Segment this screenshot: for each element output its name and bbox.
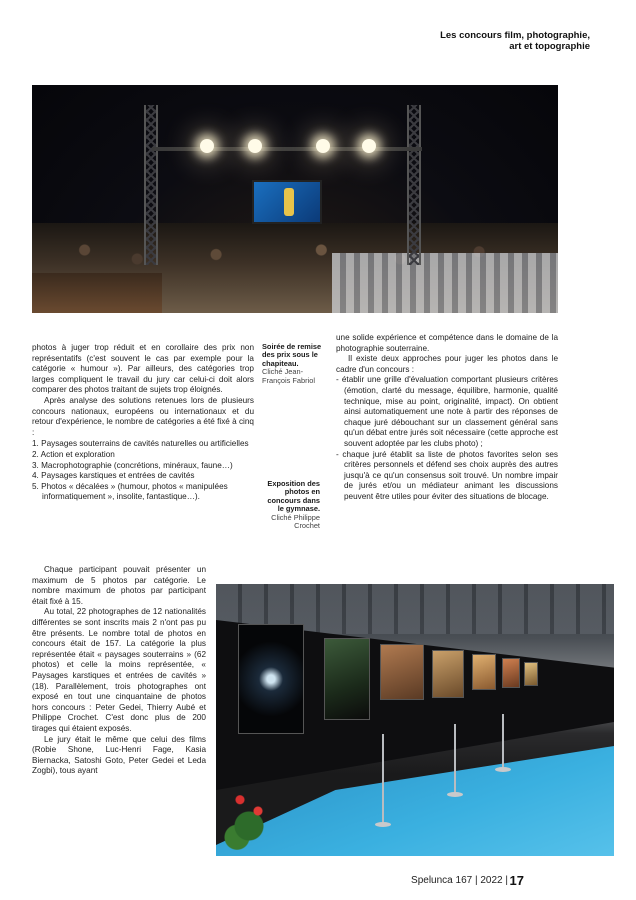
list-item: - établir une grille d'évaluation comportant plusieurs critères (émotion, clarté du message, équilibre, harmonie, qualité technique, mise au point, originalité, impact). On obtient ainsi automatiquement une note à partir des réponses de chaque juré débouchant sur un classement général sans qu'un débat entre jurés soit nécessaire (cette approche est souvent adoptée par les clubs photo) ; <box>336 375 558 448</box>
paragraph: Il existe deux approches pour juger les photos dans le cadre d'un concours : <box>336 354 558 374</box>
header-line-2: art et topographie <box>509 41 590 52</box>
list-item: 2. Action et exploration <box>32 449 115 459</box>
header-line-1: Les concours film, photographie, <box>440 30 590 41</box>
spotlight <box>248 139 262 153</box>
footer-publication: Spelunca 167 | 2022 | <box>411 875 508 886</box>
paragraph: Le jury était le même que celui des films (Robie Shone, Luc-Henri Fage, Kasia Biernacka, Satoshi Goto, Peter Gedei et Leda Zogbi), tous ayant <box>32 734 206 776</box>
barrier-base <box>375 822 391 827</box>
caption-credit: Cliché Jean-François Fabriol <box>262 367 315 385</box>
text-column-3 <box>336 333 558 503</box>
exhibited-photo <box>524 662 538 686</box>
caption-title: Exposition des photos en concours dans le gymnase. <box>267 479 320 514</box>
page-number: 17 <box>509 873 524 888</box>
barrier-post <box>502 714 504 769</box>
text-column-1-lower <box>32 565 206 777</box>
list-item: 3. Macrophotographie (concrétions, minéraux, faune…) <box>32 460 233 470</box>
paragraph: une solide expérience et compétence dans le domaine de la photographie souterraine. <box>336 333 558 353</box>
caption-title: Soirée de remise des prix sous le chapiteau. <box>262 342 322 368</box>
list-item: 1. Paysages souterrains de cavités naturelles ou artificielles <box>32 439 249 449</box>
truss-left <box>144 105 158 265</box>
truss-beam <box>152 147 422 151</box>
exhibited-photo <box>324 638 370 720</box>
list-item: 4. Paysages karstiques et entrées de cavités <box>32 471 195 481</box>
photo-gymnasium-exhibition <box>216 584 614 856</box>
paragraph: photos à juger trop réduit et en corollaire des prix non représentatifs (c'est souvent le cas par exemple pour la catégorie « humour »). Par ailleurs, des catégories trop larges compliquent le travail du jury car celui-ci doit alors comparer des photos traitant de sujets trop éloignés. <box>32 343 254 395</box>
exhibited-photo <box>502 658 520 688</box>
caption-awards-photo <box>262 343 322 385</box>
text-column-1 <box>32 343 254 503</box>
paragraph: Au total, 22 photographes de 12 nationalités différentes se sont inscrits mais 2 n'ont pas pu être présents. Le nombre total de photos en concours était de 157. La catégorie la plus représentée était « paysages souterrains » (62 photos) et celle la moins représentée, « Paysages karstiques et entrées de cavités » (18). Parallèlement, trois photographes ont exposé en tout une cinquantaine de photos hors concours : Peter Gedei, Thierry Aubé et Philippe Crochet. C'est donc plus de 200 tirages qui étaient exposés. <box>32 607 206 733</box>
white-chairs <box>332 253 558 313</box>
projection-screen <box>252 180 322 224</box>
barrier-post <box>454 724 456 794</box>
caption-credit: Cliché Philippe Crochet <box>271 512 320 531</box>
list-item: - chaque juré établit sa liste de photos favorites selon ses critères personnels et défend ses choix auprès des autres jusqu'à ce qu'un consensus soit trouvé. Un nombre impair de jurés et/ou un médiateur animant les discussions peuvent être utiles pour éviter des situations de blocage. <box>336 449 558 501</box>
exhibited-photo <box>472 654 496 690</box>
photo-awards-evening <box>32 85 558 313</box>
stage-floor <box>32 273 162 313</box>
barrier-base <box>447 792 463 797</box>
paragraph: Chaque participant pouvait présenter un maximum de 5 photos par catégorie. Le nombre maximum de photos par participant était fixé à 15. <box>32 565 206 606</box>
barrier-post <box>382 734 384 824</box>
caption-exhibition-photo <box>262 480 320 530</box>
truss-right <box>407 105 421 265</box>
red-flower-plant <box>222 781 282 856</box>
category-list <box>32 439 254 503</box>
exhibited-photo <box>238 624 304 734</box>
barrier-base <box>495 767 511 772</box>
spotlight <box>362 139 376 153</box>
spotlight <box>316 139 330 153</box>
approach-list <box>336 375 558 502</box>
paragraph: Après analyse des solutions retenues lors de plusieurs concours nationaux, européens ou internationaux et du retour d'expérience, le nombre de catégories a été fixé à cinq : <box>32 395 254 437</box>
exhibited-photo <box>380 644 424 700</box>
exhibited-photo <box>432 650 464 698</box>
list-item: 5. Photos « décalées » (humour, photos « manipulées informatiquement », insolite, fantastique…). <box>32 481 228 502</box>
spotlight <box>200 139 214 153</box>
section-header <box>440 30 590 52</box>
